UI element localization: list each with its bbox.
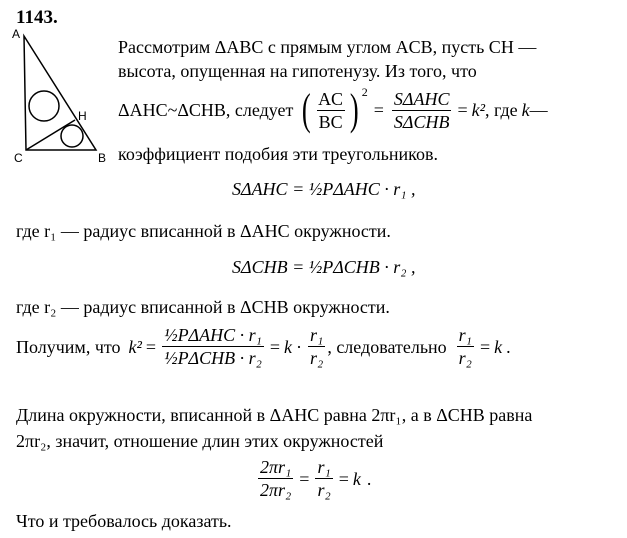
label-b: B (98, 151, 107, 164)
area-ratio-denominator: SΔCHB (393, 111, 450, 132)
ratio-exponent: 2 (361, 85, 368, 99)
r-ratio-denominator-3: r₂ (317, 480, 331, 500)
area-formula-chb: SΔCHB = ½PΔCHB · r₂ , (232, 257, 416, 277)
r-ratio-numerator-2: r₁ (458, 325, 472, 345)
k2-numerator: ½PΔAHC · r₁ (164, 325, 262, 345)
incircle-ahc (29, 91, 59, 121)
triangle-figure (10, 24, 115, 164)
r-ratio-fraction-3 (315, 458, 332, 499)
text-line-10: Что и требовалось доказать. (16, 511, 232, 531)
text-line-6: где r₂ — радиус вписанной в ΔCHB окружности. (16, 297, 390, 317)
r-ratio-denominator: r₂ (310, 348, 324, 368)
circumference-fraction (258, 458, 293, 499)
area-formula-ahc: SΔAHC = ½PΔAHC · r₁ , (232, 179, 416, 199)
text-line-4: коэффициент подобия эти треугольников. (118, 144, 438, 164)
k-squared: k² (471, 100, 486, 120)
label-c: C (14, 151, 23, 164)
text-line-9: 2πr₂, значит, отношение длин этих окружностей (16, 431, 384, 451)
triangle-abc (24, 36, 96, 150)
k-symbol-4: k (352, 468, 361, 489)
r-ratio-fraction-2 (457, 326, 474, 367)
k-squared-lhs: k² (128, 336, 142, 357)
k-symbol: k (521, 100, 530, 120)
text-line-2: высота, опущенная на гипотенузу. Из того, что (118, 61, 477, 81)
r-ratio-fraction (308, 326, 325, 367)
k-derivation-text: Получим, что (16, 336, 121, 357)
k-symbol-2: k (284, 336, 293, 357)
similarity-dash: — (529, 100, 548, 120)
k-derivation-line: Получим, что k² = $\frac{\text{½PΔAHC · r₁}}{\text{½PΔCHB · r₂}}$ = k · $\frac{\text{r₁}}{\text{r₂}}$ , следовательно $\frac{\text{r₁}}{\text{r₂}}$ = k . (16, 325, 511, 368)
circumference-numerator: 2πr₁ (260, 457, 292, 477)
circumference-denominator: 2πr₂ (260, 480, 292, 500)
similarity-text: ΔAHC~ΔCHB, следует (118, 100, 294, 120)
problem-number: 1143. (16, 7, 58, 28)
label-h: H (78, 109, 87, 123)
k2-fraction (162, 326, 264, 367)
k2-denominator: ½PΔCHB · r₂ (164, 348, 262, 368)
ratio-numerator: AC (318, 88, 344, 109)
area-ratio-fraction (392, 90, 452, 131)
text-line-5: где r₁ — радиус вписанной в ΔAHC окружности. (16, 221, 391, 241)
r-ratio-numerator-3: r₁ (317, 457, 331, 477)
label-a: A (12, 27, 21, 41)
r-ratio-denominator-2: r₂ (458, 348, 472, 368)
text-line-1: Рассмотрим ΔABC с прямым углом ACB, пусть CH — (118, 37, 537, 57)
similarity-tail: , где (485, 100, 518, 120)
consequently-text: , следовательно (327, 336, 447, 357)
k-symbol-3: k (494, 336, 503, 357)
text-line-8: Длина окружности, вписанной в ΔAHC равна 2πr₁, а в ΔCHB равна (16, 405, 533, 425)
incircle-chb (61, 125, 83, 147)
ratio-denominator: BC (318, 111, 343, 132)
area-ratio-numerator: SΔAHC (393, 88, 450, 109)
r-ratio-numerator: r₁ (310, 325, 324, 345)
similarity-line: ΔAHC~ΔCHB, следует ( $\frac{AC}{BC}$ ) 2 = $\frac{\text{SΔAHC}}{\text{SΔCHB}}$ = k² , где k — (118, 85, 548, 134)
ratio-fraction (316, 90, 345, 131)
circumference-ratio: $\frac{\text{2πr₁}}{\text{2πr₂}}$ = $\frac{\text{r₁}}{\text{r₂}}$ = k . (260, 457, 372, 500)
